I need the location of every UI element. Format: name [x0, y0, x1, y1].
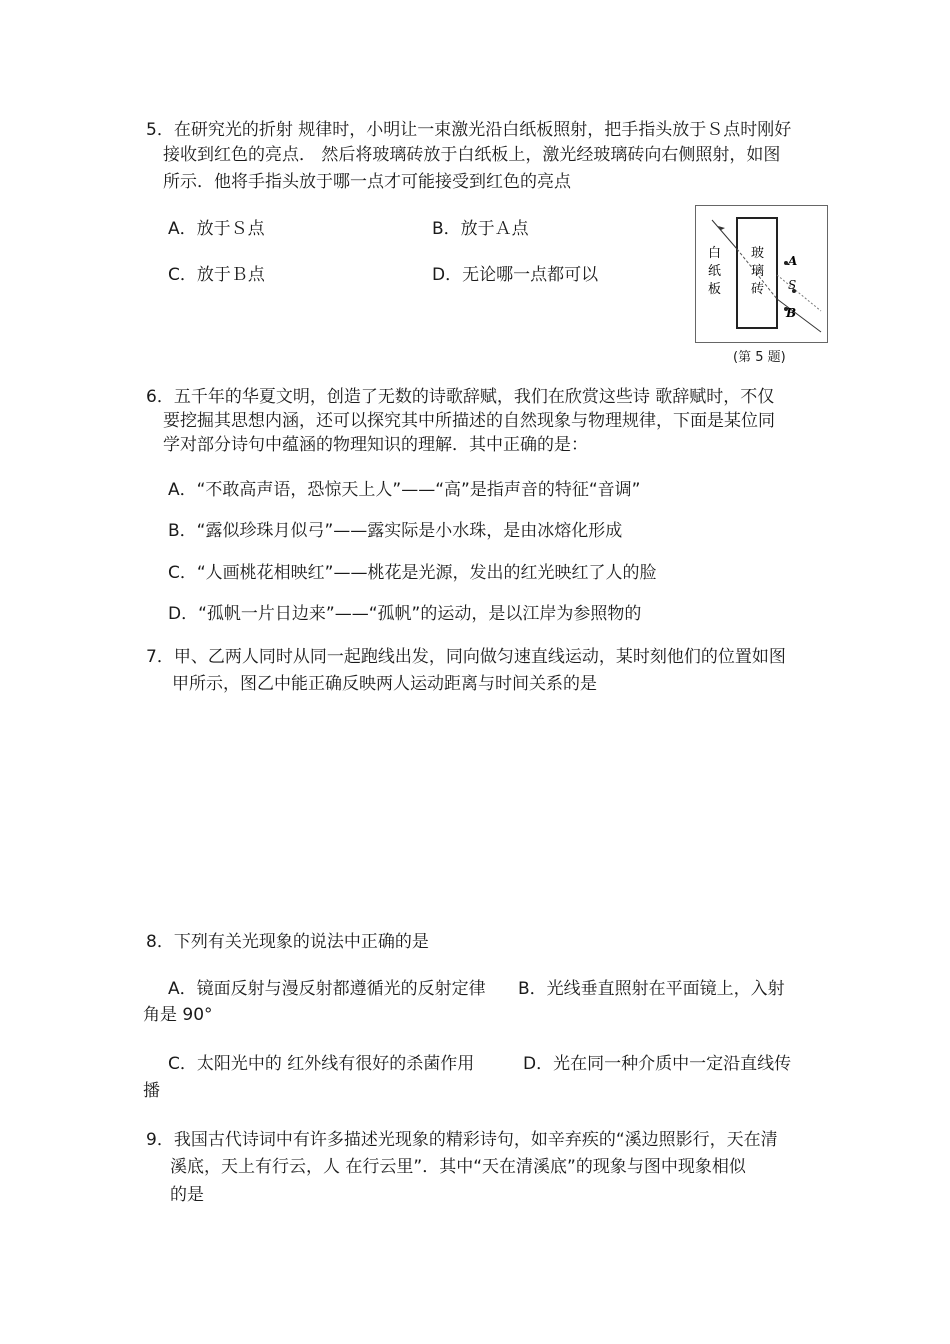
- q9-line-2: 溪底，天上有行云，人 在行云里”．其中“天在清溪底”的现象与图中现象相似: [170, 1157, 746, 1177]
- q6-line-2: 要挖掘其思想内涵，还可以探究其中所描述的自然现象与物理规律，下面是某位同: [163, 411, 775, 431]
- q6-line-3: 学对部分诗句中蕴涵的物理知识的理解．其中正确的是：: [163, 435, 588, 455]
- emergent-ray: [777, 299, 821, 332]
- paper-label-3: 板: [708, 282, 722, 297]
- q6-option-c: C．“人画桃花相映红”——桃花是光源，发出的红光映红了人的脸: [168, 563, 657, 583]
- original-ray-path: [777, 275, 821, 311]
- q5-figure: [695, 205, 828, 343]
- point-a-label: A: [788, 254, 798, 268]
- q8-option-d: D．光在同一种介质中一定沿直线传: [523, 1054, 792, 1074]
- glass-label-2: 璃: [751, 264, 765, 279]
- q9-line-1: 9．我国古代诗词中有许多描述光现象的精彩诗句，如辛弃疾的“溪边照影行，天在清: [146, 1130, 778, 1150]
- q6-line-1: 6．五千年的华夏文明，创造了无数的诗歌辞赋，我们在欣赏这些诗 歌辞赋时，不仅: [146, 387, 775, 407]
- q5-option-d: D．无论哪一点都可以: [432, 265, 599, 285]
- q6-option-d: D．“孤帆一片日边来”——“孤帆”的运动，是以江岸为参照物的: [168, 604, 642, 624]
- q8-option-a: A．镜面反射与漫反射都遵循光的反射定律: [168, 979, 486, 999]
- q8-option-b-cont: 角是 90°: [143, 1005, 213, 1025]
- incident-ray: [712, 220, 737, 249]
- q5-line-1: 5．在研究光的折射 规律时，小明让一束激光沿白纸板照射，把手指头放于Ｓ点时刚好: [146, 120, 792, 140]
- glass-label-1: 玻: [751, 246, 765, 261]
- q7-line-2: 甲所示，图乙中能正确反映两人运动距离与时间关系的是: [172, 674, 597, 694]
- point-b-label: B: [786, 306, 797, 320]
- q7-line-1: 7．甲、乙两人同时从同一起跑线出发，同向做匀速直线运动，某时刻他们的位置如图: [146, 647, 786, 667]
- glass-label-3: 砖: [751, 282, 765, 297]
- q8-option-b: B．光线垂直照射在平面镜上，入射: [518, 979, 785, 999]
- glass-brick-diagram: [696, 206, 827, 342]
- q5-option-c: C．放于Ｂ点: [168, 265, 265, 285]
- paper-label-1: 白: [708, 246, 722, 261]
- q8-option-d-cont: 播: [143, 1081, 160, 1101]
- q9-line-3: 的是: [170, 1185, 204, 1205]
- q8-line: 8．下列有关光现象的说法中正确的是: [146, 932, 429, 952]
- q6-option-b: B．“露似珍珠月似弓”——露实际是小水珠，是由冰熔化形成: [168, 521, 623, 541]
- paper-label-2: 纸: [708, 264, 722, 279]
- q6-option-a: A．“不敢高声语，恐惊天上人”——“高”是指声音的特征“音调”: [168, 480, 641, 500]
- q5-figure-caption: (第 5 题): [733, 350, 786, 365]
- q5-line-3: 所示．他将手指头放于哪一点才可能接受到红色的亮点: [163, 172, 571, 192]
- q5-option-b: B．放于Ａ点: [432, 219, 529, 239]
- q8-option-c: C．太阳光中的 红外线有很好的杀菌作用: [168, 1054, 475, 1074]
- q5-line-2: 接收到红色的亮点． 然后将玻璃砖放于白纸板上，激光经玻璃砖向右侧照射，如图: [163, 145, 781, 165]
- q5-option-a: A．放于Ｓ点: [168, 219, 265, 239]
- point-s-label: S: [788, 278, 797, 292]
